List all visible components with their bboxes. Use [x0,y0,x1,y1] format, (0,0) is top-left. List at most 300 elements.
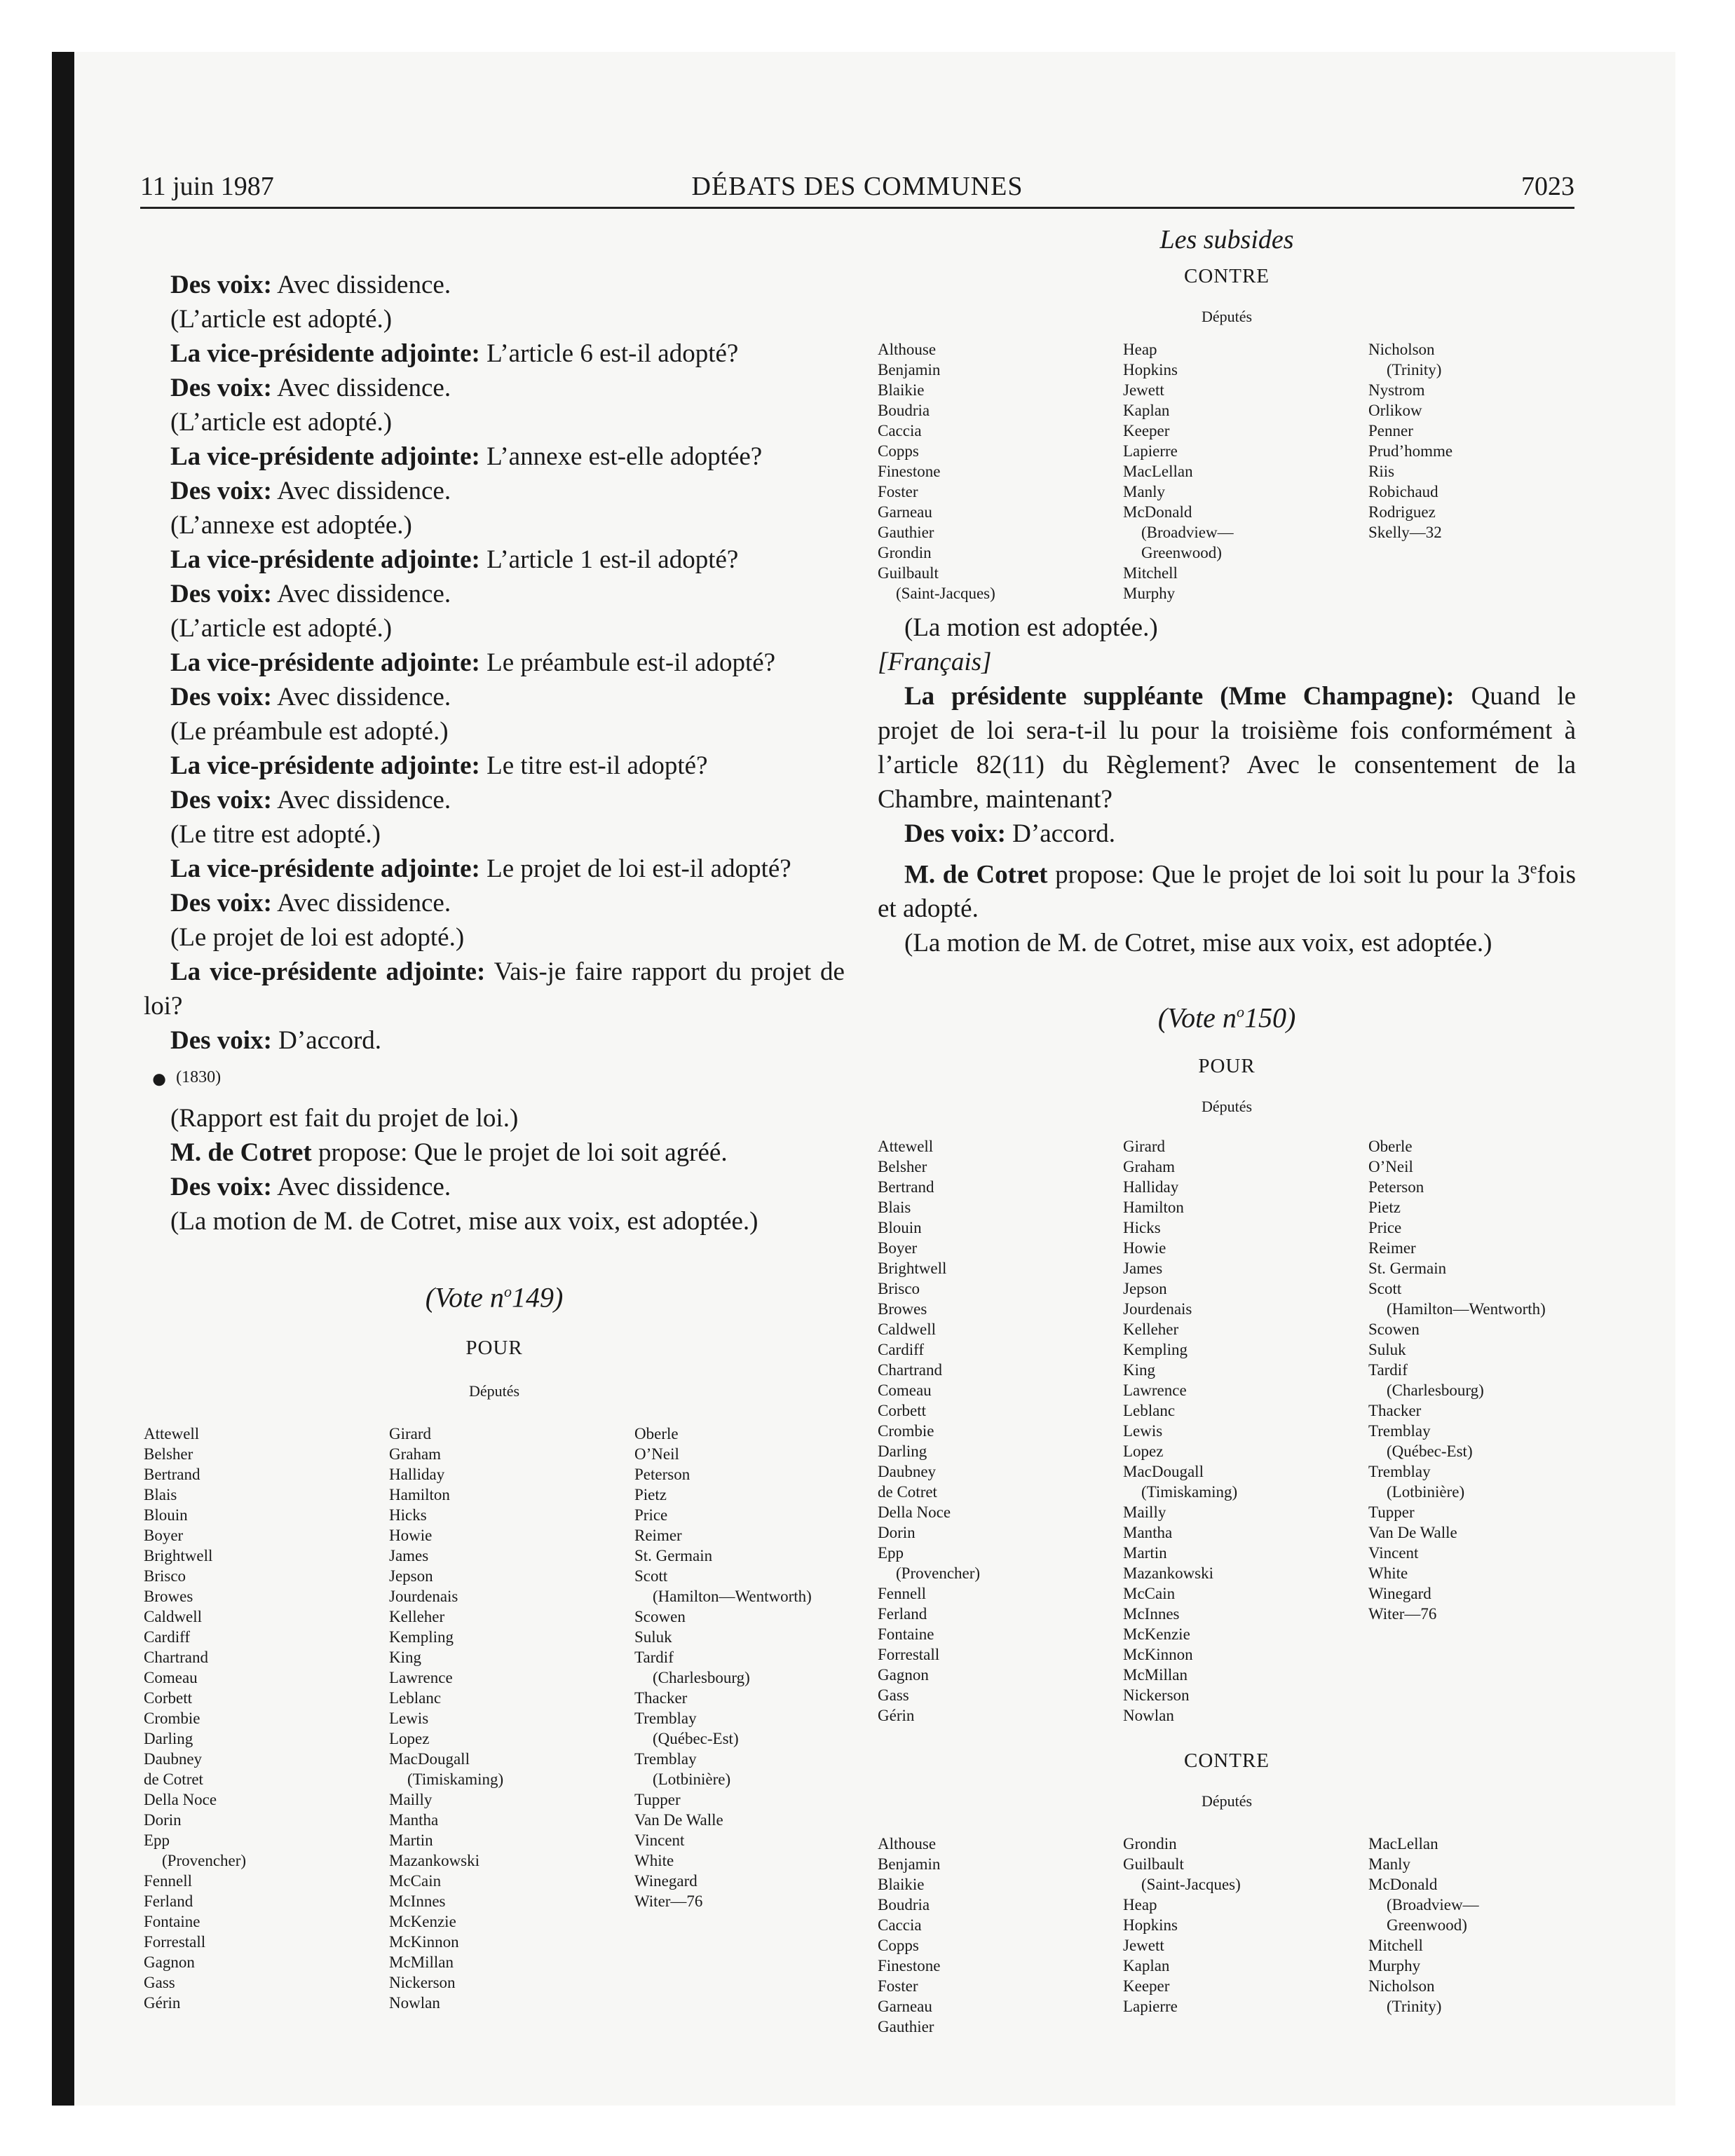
member-name: Price [1368,1218,1402,1236]
member-name: Gagnon [144,1953,195,1972]
member-name: Van De Walle [634,1811,723,1829]
language-tag: [Français] [878,648,992,676]
member-name: Bertrand [878,1178,934,1196]
member-name: (Hamilton—Wentworth) [653,1588,812,1606]
cotret-motion-adopted: (La motion de M. de Cotret, mise aux voix, est adoptée.) [904,929,1492,958]
member-name: Crombie [144,1710,200,1728]
member-name: Blaikie [878,381,925,399]
vote-149-title: (Vote $n^o149$) [425,1281,564,1314]
member-name: Lopez [389,1730,430,1748]
speech-text: (Le titre est adopté.) [170,820,381,849]
member-name: Fontaine [144,1913,200,1931]
speaker: Des voix: [170,477,272,505]
member-name: Howie [1123,1239,1166,1257]
member-name: Vincent [1368,1543,1419,1562]
member-name: Lawrence [1123,1381,1187,1399]
member-name: Belsher [144,1445,193,1464]
member-name: Daubney [144,1750,203,1768]
debate-line [144,783,845,817]
speaker: Des voix: [170,1026,272,1055]
member-name: MacDougall [1123,1462,1204,1480]
speech-text: Avec dissidence. [277,786,451,814]
speaker: Des voix: [170,1172,272,1201]
vote-149-deputes: Députés [468,1382,520,1400]
speech-text: (Le projet de loi est adopté.) [170,923,465,952]
speaker: La vice-présidente adjointe: [170,854,480,883]
debate-line [144,405,845,439]
debate-line [144,302,845,336]
member-name: Gérin [144,1994,181,2012]
member-name: St. Germain [634,1547,713,1565]
member-name: Mazankowski [1123,1564,1214,1582]
member-name: Manly [1368,1855,1411,1873]
member-name: McMillan [1123,1665,1188,1684]
member-name: Lewis [389,1710,429,1728]
member-name: Brisco [144,1567,186,1585]
member-name: Daubney [878,1462,937,1480]
member-name: de Cotret [144,1770,203,1789]
member-name: Lewis [1123,1421,1163,1440]
member-name: Mailly [389,1791,433,1809]
member-name: McDonald [1123,503,1192,521]
member-name: (Broadview— [1387,1895,1479,1913]
member-name: Finestone [878,463,941,480]
member-name: James [1123,1259,1163,1277]
member-name: Comeau [878,1381,932,1399]
member-name: Brightwell [144,1547,213,1565]
member-name: Tremblay [634,1710,697,1728]
member-name: Howie [389,1527,433,1545]
member-name: Cardiff [878,1340,925,1358]
member-name: Hamilton [389,1486,450,1504]
member-name: Nickerson [1123,1686,1190,1704]
member-name: Halliday [1123,1178,1179,1196]
member-name: Mantha [389,1811,439,1829]
time-mark [151,1060,845,1096]
speaker: Des voix: [170,580,272,608]
member-name: Lopez [1123,1442,1164,1460]
member-name: Scowen [634,1608,686,1626]
bullet-icon: ● [151,1062,168,1094]
member-name: Caccia [878,1916,922,1934]
member-name: Cardiff [144,1628,191,1646]
name-column [878,1834,1123,2037]
speech-text: D’accord. [278,1026,382,1055]
speech-text: Le titre est-il adopté? [487,751,708,780]
member-name: Tupper [634,1791,681,1809]
member-name: Prud’homme [1368,442,1453,460]
debate-line [144,543,845,577]
member-name: (Lotbinière) [653,1770,731,1789]
debate-line [144,577,845,611]
member-name: Penner [1368,422,1413,439]
member-name: McKinnon [1123,1645,1193,1663]
contre-1-label: CONTRE [1184,265,1270,287]
member-name: Garneau [878,1997,932,2015]
member-name: Browes [144,1588,193,1606]
member-name: Jewett [1123,1936,1164,1954]
member-name: Gauthier [878,524,934,541]
member-name: Caldwell [144,1608,203,1626]
member-name: St. Germain [1368,1259,1447,1277]
debate-line [144,749,845,783]
speech-text: (L’article est adopté.) [170,408,393,437]
des-voix-accord: Des voix: D’accord. [904,819,1116,848]
member-name: Comeau [144,1669,198,1687]
name-column [1123,1136,1368,1726]
vote-150-pour: POUR [1198,1054,1256,1077]
speaker: Des voix: [170,889,272,917]
member-name: Reimer [634,1527,682,1545]
member-name: Nicholson [1368,1977,1435,1995]
member-name: Keeper [1123,1977,1170,1995]
member-name: Chartrand [144,1649,208,1667]
name-column [1368,1834,1614,2037]
member-name: Peterson [1368,1178,1424,1196]
member-name: Winegard [634,1872,698,1890]
member-name: Althouse [878,1834,937,1853]
member-name: Tardif [634,1649,674,1667]
member-name: Oberle [634,1425,679,1443]
debate-exchange [144,268,845,1058]
member-name: Ferland [878,1604,927,1623]
member-name: Chartrand [878,1360,942,1379]
section-title: Les subsides [1159,225,1294,254]
member-name: Leblanc [389,1689,442,1707]
speaker: La vice-présidente adjointe: [170,957,486,986]
vote-150-deputes: Députés [1201,1097,1253,1115]
member-name: Dorin [878,1523,916,1541]
speaker: La vice-présidente adjointe: [170,545,480,574]
member-name: de Cotret [878,1482,937,1501]
member-name: (Provencher) [896,1564,981,1582]
member-name: Martin [1123,1543,1167,1562]
speech-text: (La motion de M. de Cotret, mise aux voix, est adoptée.) [170,1206,758,1236]
member-name: Kempling [1123,1340,1188,1358]
member-name: Copps [878,1936,919,1954]
member-name: Kelleher [1123,1320,1179,1338]
member-name: Hopkins [1123,1916,1178,1934]
member-name: (Charlesbourg) [1387,1381,1484,1399]
member-name: Guilbault [878,564,939,582]
member-name: MacLellan [1123,463,1193,480]
name-column [1123,339,1368,603]
member-name: Attewell [878,1137,934,1155]
contre-1-names [878,339,1576,603]
member-name: Crombie [878,1421,934,1440]
member-name: Keeper [1123,422,1170,439]
speaker: La vice-présidente adjointe: [170,751,480,780]
debate-line [144,817,845,852]
member-name: Vincent [634,1831,685,1850]
member-name: Hamilton [1123,1198,1184,1216]
member-name: Brisco [878,1279,920,1297]
member-name: Graham [389,1445,442,1464]
speaker: La vice-présidente adjointe: [170,648,480,677]
name-column [144,1424,389,2013]
member-name: Greenwood) [1141,544,1222,561]
member-name: Boyer [144,1527,184,1545]
speech-text: L’annexe est-elle adoptée? [487,442,763,471]
name-column [1368,339,1614,603]
speech-text: L’article 6 est-il adopté? [487,339,739,368]
member-name: (Trinity) [1387,361,1442,378]
debate-line [144,336,845,371]
member-name: Tremblay [1368,1462,1431,1480]
speech-text: Avec dissidence. [277,580,451,608]
member-name: Caccia [878,422,922,439]
member-name: Jepson [1123,1279,1167,1297]
member-name: Martin [389,1831,433,1850]
vote-150-title: (Vote $n^o150$) [1157,1002,1296,1034]
time-mark-text: (1830) [176,1068,222,1086]
member-name: Foster [878,1977,918,1995]
member-name: Darling [878,1442,927,1460]
debate-line [144,268,845,302]
member-name: Bertrand [144,1466,200,1484]
member-name: McDonald [1368,1875,1438,1893]
member-name: King [1123,1360,1155,1379]
member-name: Hicks [389,1506,427,1524]
member-name: Grondin [1123,1834,1177,1853]
member-name: Mitchell [1368,1936,1423,1954]
header-page-number: 7023 [1521,172,1574,201]
speech-text: Avec dissidence. [277,889,451,917]
member-name: (Lotbinière) [1387,1482,1465,1501]
member-name: (Charlesbourg) [653,1669,750,1687]
name-column [1368,1136,1614,1726]
header-title: DÉBATS DES COMMUNES [691,172,1023,201]
speech-text: Le projet de loi est-il adopté? [487,854,791,883]
member-name: James [389,1547,429,1565]
member-name: Lawrence [389,1669,453,1687]
member-name: Gauthier [878,2017,934,2035]
debate-line [144,955,845,1023]
member-name: Pietz [1368,1198,1401,1216]
member-name: Gass [144,1974,175,1992]
speech-text: Avec dissidence. [277,374,451,402]
member-name: Skelly—32 [1368,524,1442,541]
speech-text: (Le préambule est adopté.) [170,717,449,746]
member-name: Winegard [1368,1584,1431,1602]
member-name: Kaplan [1123,402,1170,419]
member-name: Fennell [144,1872,192,1890]
member-name: Halliday [389,1466,445,1484]
member-name: Caldwell [878,1320,937,1338]
contre-2-deputes: Députés [1201,1792,1253,1810]
member-name: Jewett [1123,381,1164,399]
member-name: McKinnon [389,1933,459,1951]
member-name: Corbett [144,1689,192,1707]
speech-text: Avec dissidence. [277,683,451,711]
member-name: (Québec-Est) [1387,1442,1473,1460]
member-name: Grondin [878,544,932,561]
header-rule [140,207,1574,209]
member-name: McKenzie [389,1913,456,1931]
member-name: Scott [1368,1279,1402,1297]
member-name: Nystrom [1368,381,1425,399]
member-name: Thacker [634,1689,688,1707]
member-name: Scowen [1368,1320,1420,1338]
member-name: (Saint-Jacques) [1141,1875,1241,1893]
member-name: Peterson [634,1466,690,1484]
member-name: Epp [144,1831,170,1850]
member-name: Van De Walle [1368,1523,1457,1541]
member-name: Brightwell [878,1259,947,1277]
member-name: Tupper [1368,1503,1415,1521]
member-name: Boudria [878,1895,930,1913]
name-column [878,339,1123,603]
vote-149-pour: POUR [465,1337,523,1360]
debate-line [144,1101,845,1135]
debate-line [144,680,845,714]
debate-line [144,1170,845,1204]
speaker: Des voix: [170,374,272,402]
member-name: Garneau [878,503,932,521]
speaker: Des voix: [170,786,272,814]
subsides-section [878,223,1576,328]
member-name: O’Neil [634,1445,679,1464]
member-name: Suluk [634,1628,672,1646]
member-name: O’Neil [1368,1157,1413,1175]
speech-text: Vais-je faire rapport du projet de loi? [144,957,845,1021]
vote-149 [144,1274,845,1403]
speaker: La vice-présidente adjointe: [170,339,480,368]
member-name: Orlikow [1368,402,1422,419]
member-name: Murphy [1368,1956,1421,1974]
contre-1-deputes: Députés [1201,308,1253,325]
member-name: (Québec-Est) [653,1730,739,1748]
member-name: Fontaine [878,1625,934,1643]
member-name: Dorin [144,1811,182,1829]
member-name: Witer—76 [1368,1604,1437,1623]
member-name: Benjamin [878,361,941,378]
member-name: (Saint-Jacques) [896,585,995,602]
member-name: King [389,1649,421,1667]
member-name: Benjamin [878,1855,941,1873]
member-name: Oberle [1368,1137,1413,1155]
member-name: Kaplan [1123,1956,1170,1974]
debate-line [144,852,845,886]
member-name: Della Noce [144,1791,217,1809]
name-column [1123,1834,1368,2037]
member-name: Thacker [1368,1401,1422,1419]
contre-2-label: CONTRE [1184,1749,1270,1772]
member-name: Nickerson [389,1974,456,1992]
member-name: Jourdenais [1123,1299,1192,1318]
member-name: Girard [1123,1137,1166,1155]
member-name: Tremblay [634,1750,697,1768]
debate-line [144,439,845,474]
member-name: (Timiskaming) [1141,1482,1238,1501]
member-name: Corbett [878,1401,926,1419]
member-name: Suluk [1368,1340,1406,1358]
member-name: Gérin [878,1706,915,1724]
member-name: Pietz [634,1486,667,1504]
speech-text: (L’article est adopté.) [170,614,393,643]
member-name: Tremblay [1368,1421,1431,1440]
debate-line [144,611,845,646]
member-name: Mazankowski [389,1852,480,1870]
member-name: Lapierre [1123,1997,1178,2015]
member-name: Browes [878,1299,927,1318]
debate-line [144,646,845,680]
member-name: Kempling [389,1628,454,1646]
debate-line [144,474,845,508]
member-name: Mitchell [1123,564,1178,582]
member-name: Darling [144,1730,193,1748]
member-name: Hopkins [1123,361,1178,378]
member-name: McCain [389,1872,442,1890]
name-column [634,1424,880,2013]
member-name: Kelleher [389,1608,445,1626]
member-name: Forrestall [144,1933,206,1951]
member-name: Scott [634,1567,668,1585]
vote-149-names [144,1424,845,2013]
member-name: Heap [1123,1895,1157,1913]
member-name: Gagnon [878,1665,929,1684]
member-name: Murphy [1123,585,1176,602]
debate-line [144,1023,845,1058]
member-name: McInnes [1123,1604,1180,1623]
member-name: Epp [878,1543,904,1562]
vote-150 [878,994,1576,1117]
member-name: White [634,1852,674,1870]
member-name: Graham [1123,1157,1176,1175]
vote-150-names [878,1136,1576,1726]
name-column [389,1424,634,2013]
member-name: McCain [1123,1584,1176,1602]
member-name: McMillan [389,1953,454,1972]
speech-text: Avec dissidence. [277,477,451,505]
member-name: MacDougall [389,1750,470,1768]
right-column [878,223,1576,2037]
member-name: Jourdenais [389,1588,458,1606]
page-header [140,171,1574,207]
speaker: La vice-présidente adjointe: [170,442,480,471]
member-name: Mailly [1123,1503,1166,1521]
debate-line [144,714,845,749]
member-name: Blais [144,1486,177,1504]
member-name: (Hamilton—Wentworth) [1387,1299,1546,1318]
member-name: Nowlan [389,1994,440,2012]
member-name: Boyer [878,1239,918,1257]
debate-line [144,1135,845,1170]
speech-text: Le préambule est-il adopté? [487,648,776,677]
member-name: Nicholson [1368,341,1435,358]
debate-line [144,1204,845,1239]
member-name: Althouse [878,341,937,358]
member-name: Guilbault [1123,1855,1184,1873]
member-name: Gass [878,1686,909,1704]
member-name: Finestone [878,1956,941,1974]
member-name: Jepson [389,1567,433,1585]
speech-text: (L’article est adopté.) [170,305,393,334]
header-date: 11 juin 1987 [140,172,274,201]
left-column [144,268,845,2013]
member-name: Lapierre [1123,442,1178,460]
member-name: Riis [1368,463,1395,480]
speaker: Des voix: [170,271,272,299]
member-name: (Trinity) [1387,1997,1442,2015]
member-name: Girard [389,1425,432,1443]
member-name: (Timiskaming) [407,1770,504,1789]
member-name: Witer—76 [634,1892,703,1911]
member-name: Boudria [878,402,930,419]
member-name: (Broadview— [1141,524,1234,541]
member-name: McInnes [389,1892,446,1911]
speech-text: (L’annexe est adoptée.) [170,511,412,540]
